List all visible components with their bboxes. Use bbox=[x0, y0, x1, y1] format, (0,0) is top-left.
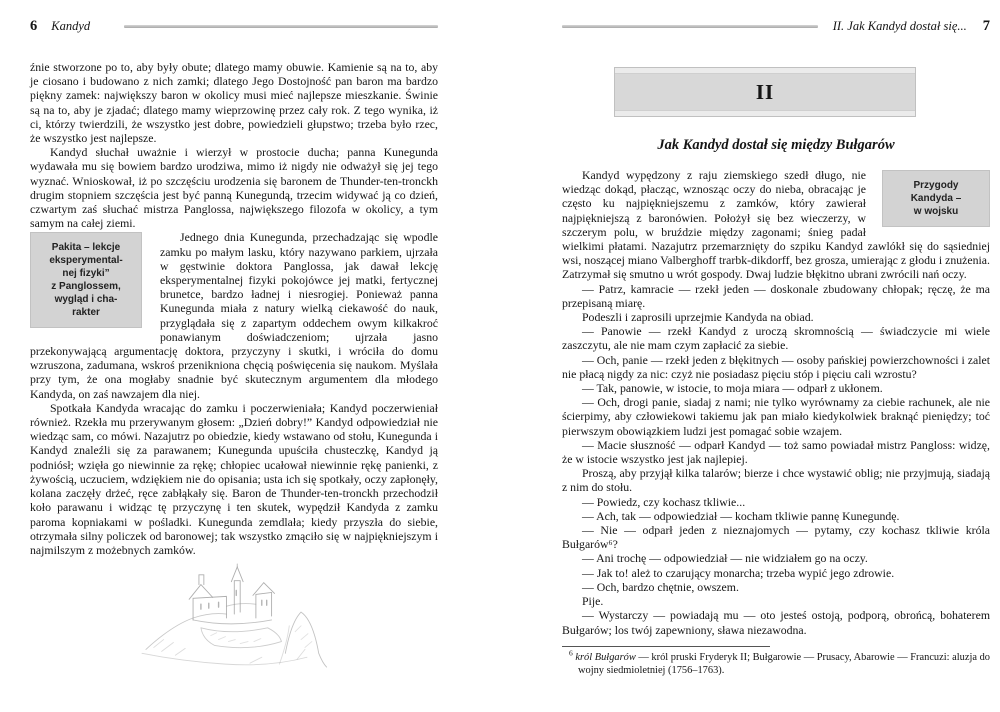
margin-note-line: z Panglossem, bbox=[51, 281, 121, 293]
left-body-text bbox=[30, 60, 438, 557]
footnote-rule bbox=[562, 646, 770, 647]
page-right bbox=[562, 18, 990, 708]
footnote-definition: — król pruski Fryderyk II; Bułgarowie — Prusacy, Abarowie — Francuzi: aluzja do wojny siedmioletniej (1756–1763). bbox=[578, 652, 990, 677]
paragraph: — Jak to! ależ to czarujący monarcha; trzeba wypić jego zdrowie. bbox=[582, 565, 895, 580]
paragraph: — Tak, panowie, w istocie, to moja miara — odparł z ukłonem. bbox=[582, 381, 883, 396]
paragraph: — Nie — odparł jeden z nieznajomych — pytamy, czy kochasz tkliwie króla Bułgarów⁶? bbox=[562, 523, 990, 552]
margin-note-pakita bbox=[30, 232, 142, 328]
paragraph: Kandyd wypędzony z raju ziemskiego szedł długo, nie wiedząc dokąd, płacząc, wznosząc oczy do nieba, obracając je często ku najpiękniejszemu z zamków, który zawierał najpiękniejszą z baronówien. Położył się bez wieczerzy, w szczerym polu, w bruździe między zagonami; śnieg padał wielkimi płatami. Nazajutrz przemarznięty do szpiku Kandyd zawlókł się do sąsiedniej wsi, noszącej miano Valberghoff trarbk-dikdorff, bez grosza, umierając z głodu i znużenia. Zatrzymał się smutno u wrót gospody. Dwaj ludzie błękitno ubrani zwrócili nań oczy. bbox=[562, 168, 990, 282]
paragraph: Podeszli i zaprosili uprzejmie Kandyda na obiad. bbox=[582, 310, 814, 325]
left-running-title: Kandyd bbox=[51, 18, 91, 33]
footnote-term: król Bułgarów bbox=[575, 652, 636, 663]
right-body-text bbox=[562, 168, 990, 637]
paragraph: — Och, drogi panie, siadaj z nami; nie tylko wyrównamy za ciebie rachunek, ale nie ścierpimy, aby człowiekowi takiemu jak pan miało kiedykolwiek braknąć pieniędzy; toć pierwszym obowiązkiem ludzi jest pomagać sobie wzajem. bbox=[562, 395, 990, 438]
paragraph: Pije. bbox=[582, 594, 604, 609]
margin-note-line: w wojsku bbox=[913, 206, 959, 217]
margin-note-line: rakter bbox=[72, 307, 100, 319]
paragraph: Jednego dnia Kunegunda, przechadzając się wpodle zamku po małym lasku, który nazywano parkiem, ujrzała w gęstwinie doktora Panglossa, jak dawał lekcję eksperymentalnej fizyki pokojówce jej matki, fertycznej brunetce, bardzo ładnej i niesrogiej. Ponieważ panna Kunegunda miała z natury wielką ciekawość do nauk, przyglądała się z zapartym oddechem owym kilkakroć ponawianym doświadczeniom; ujrzała jasno przekonywającą argumentację doktora, przyczyny i skutki, i wróciła do domu wzruszona, zadumana, wskroś przenikniona chęcią poświęcenia się naukom. Myślała przy tym, że ona mogłaby snadnie być skutecznym argumentem dla młodego Kandyda, on zaś nawzajem dla niej. bbox=[30, 230, 438, 401]
right-running-header bbox=[562, 18, 990, 34]
footnote-text bbox=[562, 648, 990, 677]
margin-note-line: Przygody bbox=[913, 180, 959, 191]
right-running-title: II. Jak Kandyd dostał się... bbox=[832, 18, 967, 33]
margin-note-line: wygląd i cha- bbox=[54, 294, 118, 306]
right-page-number: 7 bbox=[982, 17, 990, 34]
paragraph: — Powiedz, czy kochasz tkliwie... bbox=[582, 494, 746, 509]
footnote-marker: 6 bbox=[569, 648, 573, 658]
footnote bbox=[562, 646, 990, 677]
paragraph: — Patrz, kamracie — rzekł jeden — doskonale zbudowany chłopak; ręczę, że ma przepisaną miarę. bbox=[562, 281, 990, 310]
chapter-title: Jak Kandyd dostał się między Bułgarów bbox=[657, 137, 895, 153]
right-header-rule bbox=[562, 25, 818, 28]
right-paragraphs bbox=[562, 168, 990, 637]
margin-note-line: Kandyda – bbox=[910, 193, 962, 204]
chapter-number: II bbox=[755, 79, 775, 104]
margin-note-line: Pakita – lekcje bbox=[51, 242, 121, 254]
left-page-number: 6 bbox=[30, 17, 38, 34]
margin-note-przygody bbox=[882, 170, 990, 227]
paragraph: — Ani trochę — odpowiedział — nie widziałem go na oczy. bbox=[582, 551, 868, 566]
paragraph: źnie stworzone po to, aby były obute; dlatego mamy obuwie. Kamienie są na to, aby je ciosano i budowano z nich zamki; dlatego Jego Dostojność pan baron ma bardzo piękny zamek: największy baron w okolicy musi mieć najlepsze mieszkanie. Świnie są na to, aby je zjadać; dlatego mamy wieprzowinę przez cały rok. Z tego wynika, iż ci, którzy twierdzili, że wszystko jest dobre, powiedzieli głupstwo; trzeba było rzec, że wszystko jest najlepsze. bbox=[30, 60, 438, 146]
paragraph: Spotkała Kandyda wracając do zamku i poczerwieniała; Kandyd poczerwieniał również. Rzekła mu przerywanym głosem: „Dzień dobry!” Kandyd odpowiedział nie wiedząc sam, co mówi. Nazajutrz po obiedzie, kiedy wstawano od stołu, Kunegunda i Kandyd znaleźli się za parawanem; Kunegunda upuściła chusteczkę, Kandyd ją podniósł; wzięła go niewinnie za rękę; chłopiec ucałował niewinnie rękę panienki, z żywością, uczuciem, wdziękiem nie do opisania; usta ich się spotkały, oczy zapłonęły, kolana zaczęły drżeć, ręce zabłąkały się. Baron de Thunder-ten-tronckh przechodził koło parawanu i widząc tę przyczynę i ten skutek, wypędził Kandyda z zamku paroma kopniakami w pośladki. Kunegunda zemdlała; kiedy przyszła do siebie, otrzymała silny policzek od baronowej; tak wszystko zmąciło się w najpiękniejszym i najmilszym z możebnych zamków. bbox=[30, 400, 438, 557]
castle-illustration bbox=[130, 563, 370, 671]
chapter-number-box bbox=[614, 67, 916, 117]
margin-note-line: eksperymental- bbox=[49, 255, 123, 267]
left-header-rule bbox=[124, 25, 438, 28]
paragraph: — Ach, tak — odpowiedział — kocham tkliwie pannę Kunegundę. bbox=[582, 508, 900, 523]
left-running-header bbox=[30, 18, 438, 34]
paragraph: — Panowie — rzekł Kandyd z uroczą skromnością — świadczycie mi wiele zaszczytu, ale nie mam czym zapłacić za siebie. bbox=[562, 324, 990, 353]
paragraph: Kandyd słuchał uważnie i wierzył w prostocie ducha; panna Kunegunda wydawała mu się bowiem bardzo urodziwa, mimo iż nigdy nie odważył się jej tego wyznać. Wnioskował, iż po szczęściu urodzenia się baronem de Thunder-ten-tronckh drugim stopniem szczęścia jest być panną Kunegundą, trzecim widywać ją co dzień, czwartym zaś słuchać mistrza Panglossa, największego filozofa w okolicy, a tym samym na całej ziemi. bbox=[30, 145, 438, 231]
margin-note-line: nej fizyki” bbox=[62, 268, 110, 280]
page-left bbox=[30, 18, 438, 708]
paragraph: — Macie słuszność — odparł Kandyd — toż samo powiadał mistrz Pangloss: widzę, że w istocie wszystko jest jak najlepiej. bbox=[562, 437, 990, 467]
paragraph: — Och, bardzo chętnie, owszem. bbox=[582, 579, 739, 594]
paragraph: — Wystarczy — powiadają mu — oto jesteś ostoją, podporą, obrońcą, bohaterem Bułgarów; los twój zapewniony, sława niezawodna. bbox=[562, 608, 990, 637]
paragraph: Proszą, aby przyjął kilka talarów; bierze i chce wystawić oblig; nie przyjmują, siadają z nim do stołu. bbox=[562, 466, 990, 495]
paragraph: — Och, panie — rzekł jeden z błękitnych — osoby pańskiej powierzchowności i zalet nie płacą nigdy za nic: czyż nie posiadasz pięciu stóp i pięciu cali wzrostu? bbox=[562, 352, 990, 381]
